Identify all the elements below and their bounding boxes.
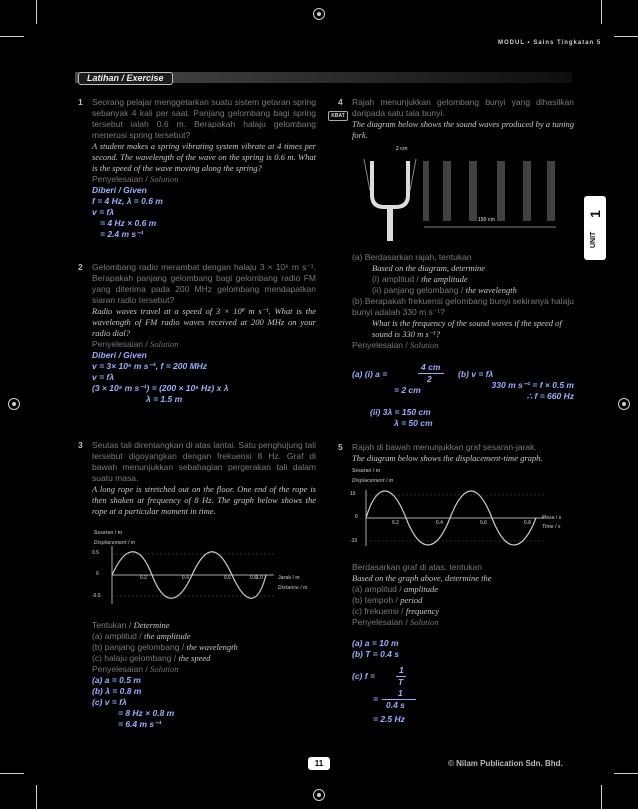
x-tick-label: 0.6 bbox=[480, 520, 487, 526]
question-text-ms: Seorang pelajar menggetarkan suatu sistem getaran spring sebanyak 4 kali per saat. Panjang gelombang bagi spring tersebut ialah 0.6 m. Berapakah halaju gelombang menerusi spring tersebut? bbox=[92, 97, 316, 140]
question-1: Seorang pelajar menggetarkan suatu sistem getaran spring sebanyak 4 kali per saat. Panjang gelombang bagi spring tersebut ialah 0.6 m. Berapakah halaju gelombang menerusi spring tersebut? A student makes a spring vibrating system vibrate at 4 times per second. The wavelength of the wave on the spring is 0.6 m. What is the speed of the wave moving along the spring? Penyelesaian / Solution Diberi / Given f = 4 Hz, λ = 0.6 m v = fλ = 4 Hz × 0.6 m = 2.4 m s⁻¹ bbox=[92, 97, 316, 239]
registration-mark-icon bbox=[313, 8, 325, 20]
solution-label: Penyelesaian / bbox=[92, 664, 151, 674]
graph-ylabel-en: Displacement / m bbox=[352, 478, 394, 484]
x-tick-label: 0.2 bbox=[140, 575, 147, 581]
y-tick-label: 10 bbox=[350, 491, 356, 497]
answer-given: Diberi / Given bbox=[92, 350, 147, 360]
displacement-time-graph bbox=[350, 468, 574, 550]
answer-line: = 2.4 m s⁻¹ bbox=[100, 229, 144, 239]
sub-question-intro-en: Based on the graph above, determine the bbox=[352, 573, 492, 583]
question-2: Gelombang radio merambat dengan halaju 3 × 10⁸ m s⁻¹. Berapakah panjang gelombang bagi gelombang radio FM yang diterima pada 200 MHz gelombang mendapatkan siaran radio tersebut? Radio waves travel at a speed of 3 × 10⁸ m s⁻¹. What is the wavelength of FM radio waves received at 200 MHz on your radio dial? Penyelesaian / Solution Diberi / Given v = 3× 10⁸ m s⁻¹, f = 200 MHz v = fλ (3 × 10⁸ m s⁻¹) = (200 × 10⁶ Hz) x λ λ = 1.5 m bbox=[92, 262, 316, 404]
compression-bands bbox=[424, 161, 554, 221]
question-text-en: Radio waves travel at a speed of 3 × 10⁸ m s⁻¹. What is the wavelength of FM radio waves received at 200 MHz on your radio dial? bbox=[92, 306, 316, 338]
fork-prongs bbox=[372, 161, 408, 207]
sub-question: (c) frekuensi / frequency bbox=[352, 606, 440, 616]
kbat-badge: KBAT bbox=[328, 111, 348, 121]
answer-line: λ = 1.5 m bbox=[146, 394, 183, 404]
registration-mark-icon bbox=[618, 398, 630, 410]
answer-line: v = fλ bbox=[92, 372, 114, 382]
running-head: MODUL • Sains Tingkatan 5 bbox=[498, 40, 602, 46]
answer-line: v = 3× 10⁸ m s⁻¹, f = 200 MHz bbox=[92, 361, 208, 371]
sub-question: (c) halaju gelombang / the speed bbox=[92, 653, 211, 663]
q4-answer-b bbox=[458, 369, 574, 402]
answer-line: = 6.4 m s⁻¹ bbox=[118, 719, 162, 729]
question-text-ms: Gelombang radio merambat dengan halaju 3 × 10⁸ m s⁻¹. Berapakah panjang gelombang bagi gelombang radio FM yang diterima pada 200 MHz gelombang mendapatkan siaran radio tersebut? bbox=[92, 262, 316, 305]
determine-label: Tentukan / bbox=[92, 620, 134, 630]
answer-line: v = fλ bbox=[92, 207, 114, 217]
sub-question: (ii) panjang gelombang / the wavelength bbox=[372, 285, 517, 295]
graph-xlabel: Masa / s bbox=[542, 515, 562, 521]
question-text-en: A student makes a spring vibrating system vibrate at 4 times per second. The wavelength of the wave on the spring is 0.6 m. What is the speed of the wave moving along the spring? bbox=[92, 141, 316, 173]
x-tick-label: 0.8 bbox=[250, 575, 257, 581]
x-tick-label: 0.4 bbox=[182, 575, 189, 581]
section-banner-label: Latihan / Exercise bbox=[78, 72, 173, 85]
equals-sign: = bbox=[373, 694, 378, 704]
x-tick-label: 1.0 bbox=[256, 575, 263, 581]
graph-ylabel: Sesaran / m bbox=[94, 530, 123, 536]
y-tick-label: -0.5 bbox=[92, 593, 101, 599]
graph-xlabel-en: Distance / m bbox=[278, 585, 308, 591]
question-3 bbox=[92, 440, 316, 517]
rope-displacement-graph bbox=[92, 530, 332, 610]
tuning-fork-diagram bbox=[350, 145, 570, 245]
question-number: 2 bbox=[78, 262, 83, 272]
graph-ylabel-en: Displacement / m bbox=[94, 540, 136, 546]
answer-line: (ii) 3λ = 150 cm bbox=[370, 407, 431, 417]
question-4-parts: (a) Berdasarkan rajah, tentukan Based on the diagram, determine (i) amplitud / the amplitude (ii) panjang gelombang / the wavelength (b) Berapakah frekuensi gelombang bunyi sekiranya halaju bunyi adalah 330 m s⁻¹? What is the frequency of the sound waves if the speed of sound is 330 m s⁻¹? Penyelesaian / Solution bbox=[352, 252, 574, 350]
answer-line: f = 4 Hz, λ = 0.6 m bbox=[92, 196, 163, 206]
answer-line: (b) λ = 0.8 m bbox=[92, 686, 142, 696]
crop-mark bbox=[614, 36, 638, 37]
sub-question: (a) amplitud / amplitude bbox=[352, 584, 438, 594]
answer-line: (b) T = 0.4 s bbox=[352, 649, 399, 659]
sub-question: (a) amplitud / the amplitude bbox=[92, 631, 191, 641]
unit-tab-label: UNIT bbox=[590, 231, 597, 248]
answer-line: = 2.5 Hz bbox=[373, 714, 405, 724]
y-tick-label: 0.5 bbox=[92, 550, 99, 556]
question-5 bbox=[352, 442, 574, 464]
answer-line: (a) a = 0.5 m bbox=[92, 675, 141, 685]
question-text-ms: Rajah menunjukkan gelombang bunyi yang dihasilkan daripada satu tala bunyi. bbox=[352, 97, 574, 118]
crop-mark bbox=[36, 0, 37, 24]
diagram-label: 150 cm bbox=[478, 217, 495, 223]
answer-line: 330 m s⁻¹ = f × 0.5 m bbox=[491, 380, 574, 390]
answer-line: ∴ f = 660 Hz bbox=[526, 391, 574, 401]
unit-tab bbox=[584, 196, 606, 260]
answer-line: (c) v = fλ bbox=[92, 697, 127, 707]
wave-plot bbox=[106, 546, 276, 606]
question-number: 4 bbox=[338, 97, 343, 107]
y-tick-label: -10 bbox=[350, 538, 358, 544]
x-tick-label: 0.8 bbox=[524, 520, 531, 526]
question-3-parts: Tentukan / Determine (a) amplitud / the amplitude (b) panjang gelombang / the wavelength (c) halaju gelombang / the speed Penyelesaian / Solution (a) a = 0.5 m (b) λ = 0.8 m (c) v = fλ = 8 Hz × 0.8 m = 6.4 m s⁻¹ bbox=[92, 620, 316, 730]
answer-line: (b) v = fλ bbox=[458, 369, 494, 379]
graph-ylabel: Sesaran / m bbox=[352, 468, 381, 474]
unit-tab-number: 1 bbox=[586, 210, 603, 218]
x-tick-label: 0.2 bbox=[392, 520, 399, 526]
crop-mark bbox=[0, 36, 24, 37]
solution-label: Penyelesaian / bbox=[92, 174, 151, 184]
answer-line: (a) (i) a = bbox=[352, 369, 388, 379]
crop-mark bbox=[601, 785, 602, 809]
question-text-ms: Seutas tali direntangkan di atas lantai. Satu penghujung tali tersebut digoyangkan dengan frekuensi 8 Hz. Graf di bawah menunjukkan sebahagian pergerakan tali dalam suatu masa. bbox=[92, 440, 316, 483]
fraction-denominator: 2 bbox=[427, 374, 432, 384]
solution-label: Penyelesaian / bbox=[92, 339, 151, 349]
y-tick-label: 0 bbox=[355, 514, 358, 520]
fraction-numerator: 4 cm bbox=[421, 362, 441, 372]
answer-given: Diberi / Given bbox=[92, 185, 147, 195]
sub-question-intro: Berdasarkan graf di atas, tentukan bbox=[352, 562, 482, 572]
answer-line: = 4 Hz × 0.6 m bbox=[100, 218, 157, 228]
graph-xlabel-en: Time / s bbox=[542, 524, 561, 530]
tuning-fork-icon bbox=[352, 151, 568, 243]
fraction-denominator: T bbox=[398, 677, 404, 687]
solution-label: Penyelesaian / bbox=[352, 340, 411, 350]
x-tick-label: 0.6 bbox=[224, 575, 231, 581]
sub-question-intro: (a) Berdasarkan rajah, tentukan bbox=[352, 252, 472, 262]
sub-question-en: What is the frequency of the sound waves if the speed of sound is 330 m s⁻¹? bbox=[372, 318, 562, 339]
question-number: 1 bbox=[78, 97, 83, 107]
publisher-credit: © Nilam Publication Sdn. Bhd. bbox=[448, 759, 563, 768]
answer-line: λ = 50 cm bbox=[394, 418, 433, 428]
question-text-en: A long rope is stretched out on the floor. One end of the rope is then shaken at frequency of 8 Hz. The graph below shows the rope at a particular moment in time. bbox=[92, 484, 316, 516]
fraction-numerator: 1 bbox=[399, 665, 404, 675]
wave-plot bbox=[362, 490, 544, 548]
question-number: 3 bbox=[78, 440, 83, 450]
crop-mark bbox=[0, 773, 24, 774]
registration-mark-icon bbox=[313, 789, 325, 801]
y-tick-label: 0 bbox=[96, 571, 99, 577]
q5-answers bbox=[352, 638, 552, 728]
answer-line: = 8 Hz × 0.8 m bbox=[118, 708, 175, 718]
x-tick-label: 0.4 bbox=[436, 520, 443, 526]
sub-question: (b) Berapakah frekuensi gelombang bunyi sekiranya halaju bunyi adalah 330 m s⁻¹? bbox=[352, 296, 574, 317]
question-4 bbox=[352, 97, 574, 141]
question-number: 5 bbox=[338, 442, 343, 452]
page-number: 11 bbox=[308, 757, 330, 770]
sub-question-intro-en: Based on the diagram, determine bbox=[372, 263, 486, 273]
question-text-ms: Rajah di bawah menunjukkan graf sesaran-jarak. bbox=[352, 442, 537, 452]
sub-question: (b) panjang gelombang / the wavelength bbox=[92, 642, 238, 652]
solution-label: Penyelesaian / bbox=[352, 617, 411, 627]
answer-line: = 2 cm bbox=[394, 385, 421, 395]
registration-mark-icon bbox=[8, 398, 20, 410]
question-text-en: The diagram below shows the displacement-time graph. bbox=[352, 453, 543, 463]
sub-question: (b) tempoh / period bbox=[352, 595, 423, 605]
crop-mark bbox=[614, 773, 638, 774]
crop-mark bbox=[601, 0, 602, 24]
crop-mark bbox=[36, 785, 37, 809]
answer-line: (c) f = bbox=[352, 671, 375, 681]
answer-line: (a) a = 10 m bbox=[352, 638, 399, 648]
fraction-numerator: 1 bbox=[398, 688, 403, 698]
diagram-label: 2 cm bbox=[396, 146, 408, 152]
fork-stem bbox=[387, 207, 393, 241]
sub-question: (i) amplitud / the amplitude bbox=[372, 274, 468, 284]
answer-line: (3 × 10⁸ m s⁻¹) = (200 × 10⁶ Hz) x λ bbox=[92, 383, 229, 393]
question-text-en: The diagram below shows the sound waves produced by a tuning fork. bbox=[352, 119, 574, 140]
question-5-parts: Berdasarkan graf di atas, tentukan Based on the graph above, determine the (a) amplitud / amplitude (b) tempoh / period (c) frekuensi / frequency Penyelesaian / Solution bbox=[352, 562, 574, 628]
graph-xlabel: Jarak / m bbox=[278, 575, 300, 581]
fraction-denominator: 0.4 s bbox=[386, 700, 405, 710]
